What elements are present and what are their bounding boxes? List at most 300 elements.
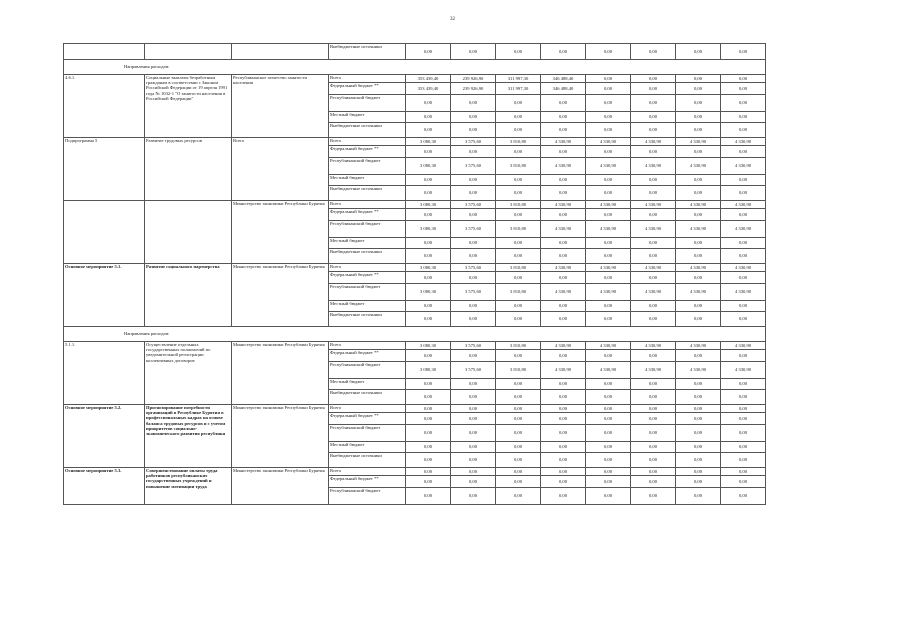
value-cell: 0,00 xyxy=(721,488,766,505)
source-cell: Федеральный бюджет ** xyxy=(329,476,406,488)
value-cell: 4 330,90 xyxy=(586,284,631,301)
value-cell: 0,00 xyxy=(721,413,766,425)
value-cell: 0,00 xyxy=(721,379,766,390)
value-cell: 0,00 xyxy=(676,44,721,60)
value-cell: 0,00 xyxy=(676,272,721,284)
value-cell: 0,00 xyxy=(631,175,676,186)
value-cell: 0,00 xyxy=(631,123,676,138)
value-cell: 0,00 xyxy=(451,95,496,112)
section-row xyxy=(64,327,766,342)
name-cell: Прогнозирование потребности организаций в Республике Бурятия в профессиональных кадрах на основе баланса трудовых ресурсов и с учетом приоритетов социально-экономического развития республики xyxy=(145,405,232,468)
value-cell: 4 330,90 xyxy=(676,138,721,146)
value-cell: 0,00 xyxy=(676,146,721,158)
source-cell: Республиканский бюджет xyxy=(329,425,406,442)
source-cell: Внебюджетные источники xyxy=(329,390,406,405)
code-cell: Основное мероприятие 5.3. xyxy=(64,468,145,505)
value-cell: 0,00 xyxy=(496,488,541,505)
table-row xyxy=(64,468,766,476)
source-cell: Республиканский бюджет xyxy=(329,362,406,379)
value-cell: 0,00 xyxy=(406,413,451,425)
value-cell: 0,00 xyxy=(631,186,676,201)
value-cell: 0,00 xyxy=(721,83,766,95)
value-cell: 4 330,90 xyxy=(541,342,586,350)
executor-cell xyxy=(232,44,329,60)
value-cell: 0,00 xyxy=(721,453,766,468)
source-cell: Федеральный бюджет ** xyxy=(329,350,406,362)
executor-cell: Министерство экономики Республики Бурятия xyxy=(232,264,329,327)
value-cell: 0,00 xyxy=(676,83,721,95)
value-cell: 4 330,90 xyxy=(721,158,766,175)
value-cell: 0,00 xyxy=(586,75,631,83)
value-cell: 0,00 xyxy=(496,453,541,468)
value-cell: 0,00 xyxy=(406,468,451,476)
value-cell: 311 997,30 xyxy=(496,83,541,95)
value-cell: 0,00 xyxy=(496,468,541,476)
value-cell: 0,00 xyxy=(721,112,766,123)
value-cell: 0,00 xyxy=(451,453,496,468)
value-cell: 0,00 xyxy=(451,390,496,405)
value-cell: 0,00 xyxy=(676,301,721,312)
value-cell: 0,00 xyxy=(721,442,766,453)
value-cell: 0,00 xyxy=(721,312,766,327)
value-cell: 3 810,80 xyxy=(496,342,541,350)
value-cell: 0,00 xyxy=(631,413,676,425)
value-cell: 0,00 xyxy=(631,146,676,158)
name-cell: Развитие социального партнерства xyxy=(145,264,232,327)
source-cell: Местный бюджет xyxy=(329,175,406,186)
value-cell: 3 080,30 xyxy=(406,221,451,238)
value-cell: 0,00 xyxy=(496,186,541,201)
name-cell: Осуществление отдельных государственных полномочий по уведомительной регистрации коллективных договоров xyxy=(145,342,232,405)
value-cell: 0,00 xyxy=(676,453,721,468)
value-cell: 0,00 xyxy=(631,468,676,476)
value-cell: 4 330,90 xyxy=(586,201,631,209)
value-cell: 0,00 xyxy=(451,186,496,201)
source-cell: Внебюджетные источники xyxy=(329,44,406,60)
value-cell: 0,00 xyxy=(676,379,721,390)
value-cell: 4 330,90 xyxy=(586,264,631,272)
value-cell: 4 330,90 xyxy=(631,342,676,350)
value-cell: 0,00 xyxy=(631,249,676,264)
executor-cell: Всего xyxy=(232,138,329,201)
value-cell: 0,00 xyxy=(721,425,766,442)
value-cell: 0,00 xyxy=(586,488,631,505)
value-cell: 0,00 xyxy=(721,301,766,312)
value-cell: 0,00 xyxy=(586,301,631,312)
value-cell: 3 080,30 xyxy=(406,284,451,301)
value-cell: 0,00 xyxy=(721,75,766,83)
value-cell: 4 330,90 xyxy=(676,362,721,379)
value-cell: 0,00 xyxy=(721,468,766,476)
value-cell: 0,00 xyxy=(676,405,721,413)
executor-cell: Министерство экономики Республики Бурятия xyxy=(232,405,329,468)
value-cell: 4 330,90 xyxy=(721,264,766,272)
value-cell: 4 330,90 xyxy=(586,362,631,379)
value-cell: 0,00 xyxy=(406,350,451,362)
value-cell: 4 330,90 xyxy=(541,158,586,175)
value-cell: 0,00 xyxy=(541,453,586,468)
page-number: 32 xyxy=(450,17,455,22)
value-cell: 0,00 xyxy=(586,175,631,186)
value-cell: 353 439,40 xyxy=(406,83,451,95)
section-heading: Направления расходов: xyxy=(64,60,766,75)
value-cell: 0,00 xyxy=(496,442,541,453)
source-cell: Республиканский бюджет xyxy=(329,284,406,301)
value-cell: 0,00 xyxy=(586,442,631,453)
value-cell: 0,00 xyxy=(631,75,676,83)
value-cell: 0,00 xyxy=(451,379,496,390)
value-cell: 0,00 xyxy=(451,209,496,221)
table-row xyxy=(64,75,766,83)
value-cell: 0,00 xyxy=(451,350,496,362)
value-cell: 4 330,90 xyxy=(541,201,586,209)
source-cell: Федеральный бюджет ** xyxy=(329,209,406,221)
value-cell: 0,00 xyxy=(541,413,586,425)
value-cell: 0,00 xyxy=(631,442,676,453)
value-cell: 0,00 xyxy=(676,75,721,83)
value-cell: 0,00 xyxy=(451,488,496,505)
value-cell: 3 810,80 xyxy=(496,221,541,238)
value-cell: 0,00 xyxy=(496,405,541,413)
value-cell: 0,00 xyxy=(406,476,451,488)
value-cell: 3 080,30 xyxy=(406,201,451,209)
value-cell: 0,00 xyxy=(406,453,451,468)
value-cell: 0,00 xyxy=(541,238,586,249)
value-cell: 0,00 xyxy=(721,476,766,488)
value-cell: 4 330,90 xyxy=(631,284,676,301)
source-cell: Местный бюджет xyxy=(329,301,406,312)
value-cell: 0,00 xyxy=(406,112,451,123)
value-cell: 0,00 xyxy=(496,272,541,284)
value-cell: 346 488,40 xyxy=(541,83,586,95)
value-cell: 0,00 xyxy=(586,186,631,201)
value-cell: 0,00 xyxy=(586,390,631,405)
value-cell: 0,00 xyxy=(496,112,541,123)
value-cell: 0,00 xyxy=(586,476,631,488)
value-cell: 0,00 xyxy=(586,272,631,284)
value-cell: 0,00 xyxy=(586,44,631,60)
value-cell: 3 575,60 xyxy=(451,138,496,146)
value-cell: 4 330,90 xyxy=(721,342,766,350)
value-cell: 0,00 xyxy=(496,350,541,362)
value-cell: 0,00 xyxy=(541,209,586,221)
table-row xyxy=(64,405,766,413)
value-cell: 3 575,60 xyxy=(451,201,496,209)
value-cell: 0,00 xyxy=(721,186,766,201)
value-cell: 346 488,40 xyxy=(541,75,586,83)
value-cell: 0,00 xyxy=(721,350,766,362)
value-cell: 0,00 xyxy=(586,123,631,138)
value-cell: 0,00 xyxy=(631,405,676,413)
name-cell: Социальные выплаты безработным гражданам в соответствии с Законом Российской Федерации от 19 апреля 1991 года № 1032-1 "О занятости населения в Российской Федерации" xyxy=(145,75,232,138)
value-cell: 0,00 xyxy=(631,301,676,312)
value-cell: 0,00 xyxy=(676,186,721,201)
value-cell: 0,00 xyxy=(496,44,541,60)
section-heading: Направления расходов: xyxy=(64,327,766,342)
value-cell: 0,00 xyxy=(406,44,451,60)
value-cell: 4 330,90 xyxy=(721,362,766,379)
value-cell: 0,00 xyxy=(721,95,766,112)
value-cell: 4 330,90 xyxy=(721,138,766,146)
executor-cell: Министерство экономики Республики Бурятия xyxy=(232,201,329,264)
value-cell: 0,00 xyxy=(541,425,586,442)
value-cell: 4 330,90 xyxy=(721,201,766,209)
value-cell: 0,00 xyxy=(406,390,451,405)
value-cell: 0,00 xyxy=(406,301,451,312)
value-cell: 4 330,90 xyxy=(631,138,676,146)
value-cell: 0,00 xyxy=(406,249,451,264)
value-cell: 4 330,90 xyxy=(541,284,586,301)
code-cell: Основное мероприятие 5.1. xyxy=(64,264,145,327)
value-cell: 0,00 xyxy=(496,123,541,138)
source-cell: Внебюджетные источники xyxy=(329,453,406,468)
value-cell: 0,00 xyxy=(721,249,766,264)
value-cell: 4 330,90 xyxy=(586,158,631,175)
value-cell: 0,00 xyxy=(451,413,496,425)
value-cell: 0,00 xyxy=(406,175,451,186)
value-cell: 0,00 xyxy=(541,301,586,312)
value-cell: 3 080,30 xyxy=(406,158,451,175)
value-cell: 0,00 xyxy=(631,83,676,95)
value-cell: 0,00 xyxy=(496,390,541,405)
value-cell: 0,00 xyxy=(406,379,451,390)
name-cell xyxy=(145,44,232,60)
source-cell: Федеральный бюджет ** xyxy=(329,272,406,284)
value-cell: 0,00 xyxy=(541,488,586,505)
value-cell: 0,00 xyxy=(496,476,541,488)
executor-cell: Министерство экономики Республики Бурятия xyxy=(232,342,329,405)
value-cell: 239 926,90 xyxy=(451,83,496,95)
value-cell: 4 330,90 xyxy=(631,362,676,379)
table-row xyxy=(64,138,766,146)
value-cell: 0,00 xyxy=(586,413,631,425)
value-cell: 0,00 xyxy=(541,476,586,488)
source-cell: Внебюджетные источники xyxy=(329,312,406,327)
value-cell: 4 330,90 xyxy=(721,284,766,301)
source-cell: Местный бюджет xyxy=(329,238,406,249)
value-cell: 0,00 xyxy=(451,175,496,186)
value-cell: 0,00 xyxy=(496,425,541,442)
budget-table xyxy=(63,43,766,505)
value-cell: 0,00 xyxy=(541,468,586,476)
value-cell: 4 330,90 xyxy=(676,158,721,175)
value-cell: 0,00 xyxy=(496,249,541,264)
value-cell: 4 330,90 xyxy=(586,221,631,238)
value-cell: 0,00 xyxy=(721,146,766,158)
section-row xyxy=(64,60,766,75)
value-cell: 0,00 xyxy=(586,379,631,390)
name-cell: Совершенствование оплаты труда работников республиканских государственных учреждений и повышение мотивации труда xyxy=(145,468,232,505)
value-cell: 0,00 xyxy=(631,350,676,362)
source-cell: Всего xyxy=(329,468,406,476)
source-cell: Республиканский бюджет xyxy=(329,95,406,112)
value-cell: 0,00 xyxy=(631,95,676,112)
value-cell: 311 997,30 xyxy=(496,75,541,83)
value-cell: 0,00 xyxy=(406,312,451,327)
value-cell: 0,00 xyxy=(541,95,586,112)
value-cell: 3 810,80 xyxy=(496,201,541,209)
value-cell: 0,00 xyxy=(721,390,766,405)
value-cell: 0,00 xyxy=(631,488,676,505)
name-cell: Развитие трудовых ресурсов xyxy=(145,138,232,201)
value-cell: 0,00 xyxy=(631,379,676,390)
value-cell: 0,00 xyxy=(496,301,541,312)
value-cell: 353 439,40 xyxy=(406,75,451,83)
value-cell: 0,00 xyxy=(496,312,541,327)
value-cell: 4 330,90 xyxy=(631,264,676,272)
source-cell: Местный бюджет xyxy=(329,112,406,123)
value-cell: 0,00 xyxy=(676,238,721,249)
source-cell: Внебюджетные источники xyxy=(329,123,406,138)
source-cell: Всего xyxy=(329,342,406,350)
value-cell: 0,00 xyxy=(631,238,676,249)
value-cell: 0,00 xyxy=(496,146,541,158)
value-cell: 0,00 xyxy=(541,123,586,138)
value-cell: 0,00 xyxy=(586,350,631,362)
value-cell: 4 330,90 xyxy=(586,342,631,350)
value-cell: 0,00 xyxy=(541,350,586,362)
executor-cell: Республиканское агентство занятости населения xyxy=(232,75,329,138)
value-cell: 0,00 xyxy=(721,405,766,413)
value-cell: 0,00 xyxy=(451,112,496,123)
value-cell: 0,00 xyxy=(496,413,541,425)
value-cell: 3 810,80 xyxy=(496,158,541,175)
code-cell: 5.1.1. xyxy=(64,342,145,405)
executor-cell: Министерство экономики Республики Бурятия xyxy=(232,468,329,505)
value-cell: 0,00 xyxy=(676,112,721,123)
source-cell: Внебюджетные источники xyxy=(329,186,406,201)
value-cell: 0,00 xyxy=(496,379,541,390)
value-cell: 0,00 xyxy=(631,453,676,468)
value-cell: 0,00 xyxy=(676,425,721,442)
source-cell: Федеральный бюджет ** xyxy=(329,83,406,95)
value-cell: 0,00 xyxy=(451,301,496,312)
value-cell: 0,00 xyxy=(721,44,766,60)
value-cell: 4 330,90 xyxy=(541,138,586,146)
value-cell: 0,00 xyxy=(676,468,721,476)
value-cell: 0,00 xyxy=(586,112,631,123)
table-body xyxy=(64,44,766,505)
code-cell: 4.6.1. xyxy=(64,75,145,138)
value-cell: 0,00 xyxy=(451,425,496,442)
value-cell: 0,00 xyxy=(721,175,766,186)
source-cell: Всего xyxy=(329,405,406,413)
value-cell: 0,00 xyxy=(541,272,586,284)
value-cell: 0,00 xyxy=(541,390,586,405)
source-cell: Всего xyxy=(329,138,406,146)
value-cell: 0,00 xyxy=(451,44,496,60)
source-cell: Республиканский бюджет xyxy=(329,488,406,505)
value-cell: 239 926,90 xyxy=(451,75,496,83)
code-cell: Основное мероприятие 5.2. xyxy=(64,405,145,468)
value-cell: 4 330,90 xyxy=(676,221,721,238)
value-cell: 0,00 xyxy=(721,123,766,138)
value-cell: 0,00 xyxy=(541,146,586,158)
value-cell: 0,00 xyxy=(676,442,721,453)
code-cell xyxy=(64,201,145,264)
value-cell: 0,00 xyxy=(586,249,631,264)
value-cell: 4 330,90 xyxy=(676,284,721,301)
value-cell: 3 080,30 xyxy=(406,342,451,350)
value-cell: 0,00 xyxy=(586,83,631,95)
value-cell: 0,00 xyxy=(586,146,631,158)
table-row xyxy=(64,201,766,209)
source-cell: Местный бюджет xyxy=(329,442,406,453)
value-cell: 0,00 xyxy=(496,238,541,249)
value-cell: 4 330,90 xyxy=(721,221,766,238)
value-cell: 0,00 xyxy=(451,476,496,488)
value-cell: 0,00 xyxy=(406,123,451,138)
value-cell: 0,00 xyxy=(721,238,766,249)
value-cell: 0,00 xyxy=(406,238,451,249)
source-cell: Всего xyxy=(329,75,406,83)
value-cell: 0,00 xyxy=(451,249,496,264)
value-cell: 0,00 xyxy=(721,272,766,284)
value-cell: 3 810,80 xyxy=(496,264,541,272)
value-cell: 0,00 xyxy=(451,123,496,138)
value-cell: 0,00 xyxy=(586,238,631,249)
value-cell: 0,00 xyxy=(676,123,721,138)
value-cell: 3 080,30 xyxy=(406,138,451,146)
value-cell: 0,00 xyxy=(496,95,541,112)
value-cell: 0,00 xyxy=(451,146,496,158)
value-cell: 0,00 xyxy=(451,468,496,476)
value-cell: 3 575,60 xyxy=(451,221,496,238)
value-cell: 3 810,80 xyxy=(496,362,541,379)
value-cell: 0,00 xyxy=(406,272,451,284)
value-cell: 4 330,90 xyxy=(676,342,721,350)
value-cell: 0,00 xyxy=(676,476,721,488)
value-cell: 0,00 xyxy=(451,312,496,327)
value-cell: 0,00 xyxy=(631,476,676,488)
value-cell: 0,00 xyxy=(721,209,766,221)
value-cell: 3 080,30 xyxy=(406,264,451,272)
value-cell: 0,00 xyxy=(586,95,631,112)
name-cell xyxy=(145,201,232,264)
value-cell: 0,00 xyxy=(406,146,451,158)
value-cell: 3 810,80 xyxy=(496,138,541,146)
value-cell: 0,00 xyxy=(676,175,721,186)
value-cell: 3 575,60 xyxy=(451,342,496,350)
value-cell: 4 330,90 xyxy=(631,158,676,175)
value-cell: 3 080,30 xyxy=(406,362,451,379)
value-cell: 4 330,90 xyxy=(676,201,721,209)
value-cell: 0,00 xyxy=(631,312,676,327)
source-cell: Республиканский бюджет xyxy=(329,158,406,175)
value-cell: 0,00 xyxy=(496,209,541,221)
code-cell xyxy=(64,44,145,60)
value-cell: 0,00 xyxy=(676,488,721,505)
value-cell: 0,00 xyxy=(631,272,676,284)
value-cell: 0,00 xyxy=(676,312,721,327)
value-cell: 0,00 xyxy=(406,442,451,453)
value-cell: 4 330,90 xyxy=(631,221,676,238)
value-cell: 0,00 xyxy=(541,442,586,453)
value-cell: 0,00 xyxy=(451,238,496,249)
source-cell: Федеральный бюджет ** xyxy=(329,413,406,425)
table-row xyxy=(64,264,766,272)
value-cell: 0,00 xyxy=(406,425,451,442)
value-cell: 0,00 xyxy=(451,272,496,284)
source-cell: Всего xyxy=(329,201,406,209)
value-cell: 0,00 xyxy=(586,425,631,442)
value-cell: 0,00 xyxy=(676,413,721,425)
table-row xyxy=(64,44,766,60)
value-cell: 0,00 xyxy=(676,249,721,264)
value-cell: 0,00 xyxy=(541,312,586,327)
value-cell: 3 575,60 xyxy=(451,264,496,272)
value-cell: 4 330,90 xyxy=(541,264,586,272)
